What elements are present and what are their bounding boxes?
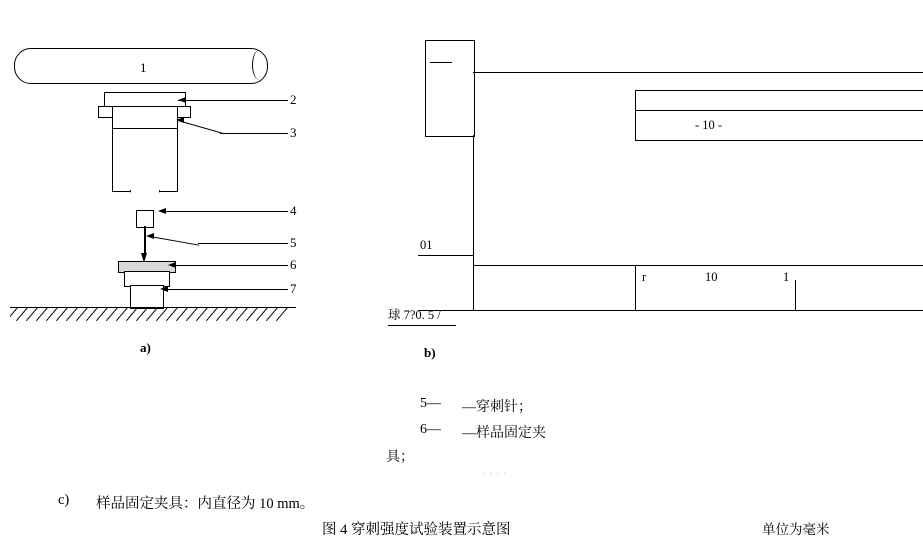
leader-arrow-6 bbox=[168, 262, 176, 268]
fig-b-r-label: r bbox=[642, 270, 647, 284]
fig-b-marker-left bbox=[635, 90, 636, 140]
legend-item-5-text: —穿刺针； bbox=[462, 400, 532, 415]
fig-b-top-rail bbox=[473, 72, 923, 73]
fig-b-lower-top bbox=[473, 265, 923, 266]
fig-b-tick-line bbox=[430, 62, 452, 63]
unit-note: 单位为毫米 bbox=[762, 522, 830, 537]
crossbeam-end-cap bbox=[252, 50, 267, 80]
leader-line-6 bbox=[172, 265, 288, 266]
legend-item-5-num: 5— bbox=[420, 396, 441, 411]
fig-b-stem bbox=[473, 135, 474, 310]
clamp-left-ear bbox=[98, 106, 113, 118]
fig-b-marker-top bbox=[635, 90, 923, 91]
leader-arrow-5 bbox=[146, 233, 154, 239]
fig-b-div-2 bbox=[795, 280, 796, 310]
figure-title: 图 4 穿刺强度试验装置示意图 bbox=[322, 522, 511, 538]
fig-b-marker-bottom bbox=[635, 140, 923, 141]
legend-item-6-text: —样品固定夹 bbox=[462, 426, 546, 441]
fig-b-div-1 bbox=[635, 265, 636, 310]
leader-line-5-diag bbox=[150, 236, 199, 246]
fig-b-top-box bbox=[425, 40, 475, 137]
item-c-text: 样品固定夹具：内直径为 10 mm。 bbox=[96, 496, 315, 512]
callout-5-label: 5 bbox=[290, 235, 297, 250]
fig-b-left-value: 01 bbox=[420, 238, 433, 252]
legend-continuation: 具； bbox=[386, 450, 414, 465]
leader-arrow-2 bbox=[178, 97, 186, 103]
leader-arrow-4 bbox=[158, 208, 166, 214]
fig-b-ten-label: 10 bbox=[705, 270, 718, 284]
leader-line-3-diag bbox=[178, 120, 224, 134]
callout-6-label: 6 bbox=[290, 257, 297, 272]
fig-b-ball-note: 球 7?0. 5 / bbox=[388, 308, 441, 322]
figure-b-diagram bbox=[380, 0, 923, 380]
figure-a-caption: a) bbox=[140, 340, 151, 355]
ground-hatching bbox=[10, 308, 296, 322]
actuator-body bbox=[112, 128, 178, 192]
leader-line-4 bbox=[162, 211, 288, 212]
legend-item-6-num: 6— bbox=[420, 422, 441, 437]
legend-faint-text: · · · · bbox=[482, 466, 507, 480]
fig-b-lower-bottom bbox=[418, 310, 923, 311]
leader-line-3 bbox=[220, 133, 288, 134]
callout-4-label: 4 bbox=[290, 203, 297, 218]
callout-2-label: 2 bbox=[290, 92, 297, 107]
callout-3-label: 3 bbox=[290, 125, 297, 140]
leader-arrow-7 bbox=[160, 286, 168, 292]
leader-line-5 bbox=[198, 243, 288, 244]
callout-7-label: 7 bbox=[290, 281, 297, 296]
fig-b-ball-note-underline bbox=[388, 325, 456, 326]
fig-b-left-rule bbox=[418, 255, 473, 256]
clamp-mid-block bbox=[112, 106, 178, 130]
leader-arrow-3 bbox=[176, 117, 184, 123]
fig-b-marker-mid bbox=[635, 110, 923, 111]
item-c-marker: c) bbox=[58, 492, 70, 508]
leader-line-2 bbox=[178, 100, 288, 101]
support-stand bbox=[130, 285, 164, 309]
callout-1-label: 1 bbox=[140, 60, 147, 75]
figure-a-diagram bbox=[0, 0, 330, 370]
fig-b-page-marker: - 10 - bbox=[695, 118, 723, 132]
needle-shaft bbox=[144, 226, 146, 256]
fig-b-one-label: 1 bbox=[783, 270, 790, 284]
figure-b-caption: b) bbox=[424, 345, 436, 360]
leader-line-7 bbox=[164, 289, 288, 290]
